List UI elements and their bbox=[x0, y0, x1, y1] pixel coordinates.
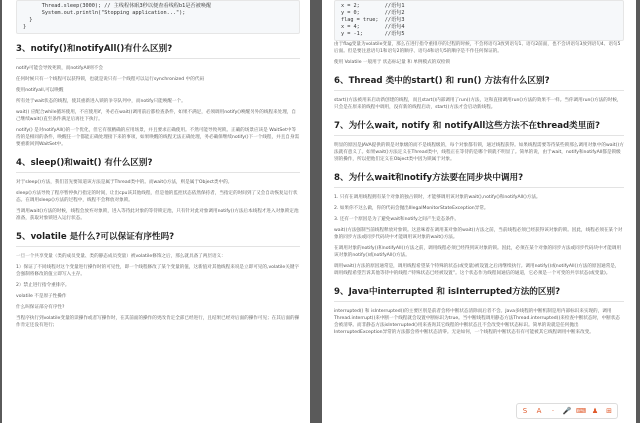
code-line: flag = true; //语句3 bbox=[341, 17, 405, 23]
section-heading: 9、Java中interrupted 和 isInterrupted方法的区别? bbox=[334, 287, 624, 302]
paragraph: 调用wait()方法的原因通常是，调用线程希望某个特殊的状态(或变量)被设置之后再继续执行。调用notify()或notifyAll()方法的原因通常是，调用线程希望告诉其他等待中的线程:“特殊状态已经被设置”。这个状态作为线程间通信的通道，它必须是一个可变的共享状态(或变量)。 bbox=[334, 264, 620, 276]
toolbar-button[interactable]: ⊞ bbox=[606, 407, 612, 415]
code-line: Thread.sleep(3000); // 主线程休眠3秒以便查看线程b1是否被唤醒 bbox=[23, 3, 212, 9]
section-heading: 5、volatile 是什么?可以保证有序性吗? bbox=[16, 232, 300, 247]
paragraph: wait()方法强制当前线程释放对象锁。这意味着在调用某对象的wait()方法之前，当前线程必须已经获得该对象的锁。因此，线程必须在某个对象的同步方法或同步代码块中才能调用该对象的wait()方法。 bbox=[334, 228, 623, 240]
left-page bbox=[2, 0, 310, 423]
code-line: System.out.println("Stopping application..."); bbox=[23, 10, 186, 16]
paragraph: 什么叫保证部分有序性? bbox=[16, 305, 65, 310]
paragraph: notify可能会导致死锁，而notifyAll则不会 bbox=[16, 66, 103, 71]
paragraph: 当程序执行到volatile变量的读操作或者写操作时，在其前面的操作的更改肯定全部已经进行，且结果已经对后面的操作可见；在其后面的操作肯定还没有进行; bbox=[16, 316, 300, 328]
paragraph: 1. 只有在调用线程拥有某个对象的独占锁时，才能够调用该对象的wait(),notify()和notifyAll()方法。 bbox=[334, 195, 541, 200]
section-heading: 8、为什么wait和notify方法要在同步块中调用? bbox=[334, 173, 624, 188]
section-heading: 7、为什么wait, notify 和 notifyAll这些方法不在thread类里面? bbox=[334, 121, 624, 136]
paragraph: 3. 还有一个原因是为了避免wait和notify之间产生竞态条件。 bbox=[334, 217, 460, 222]
paragraph: 1）保证了不同线程对这个变量进行操作时的可见性，即一个线程修改了某个变量的值，这新值对其他线程来说是立即可见的,volatile关键字会强制将修改的值立即写入主存。 bbox=[16, 265, 300, 277]
section-heading: 4、sleep()和wait() 有什么区别? bbox=[16, 158, 300, 173]
toolbar-button[interactable]: S bbox=[522, 407, 528, 415]
paragraph: 当调用wait()方法的时候，线程会放弃对象锁，进入等待此对象的等待锁定池，只有针对此对象调用notify()方法后本线程才进入对象锁定池准备，获取对象锁进入运行状态。 bbox=[16, 209, 299, 221]
code-line: x = 4; //语句4 bbox=[341, 24, 405, 30]
paragraph: 所有处于wait状态的线程，使其重新进入锁的争夺队列中，而notify只能唤醒一个。 bbox=[16, 99, 186, 104]
right-page bbox=[322, 0, 636, 423]
toolbar-button[interactable]: 🎤 bbox=[562, 407, 572, 415]
code-line: x = 2; //语句1 bbox=[341, 3, 405, 9]
toolbar-button[interactable]: A bbox=[536, 407, 542, 415]
toolbar-button[interactable]: ♟ bbox=[591, 407, 599, 415]
paragraph: start()方法被用来启动新创建的线程，而且start()内部调用了run()方法，这和直接调用run()方法的效果不一样。当你调用run()方法的时候，只会是在原来的线程中调用，没有新的线程启动，start()方法才会启动新线程。 bbox=[334, 98, 622, 110]
code-block bbox=[16, 0, 300, 34]
paragraph: 使用notifyall,可以唤醒 bbox=[16, 88, 64, 93]
paragraph: 2. 如果你不这么做，你的代码会抛出IllegalMonitorStateException异常。 bbox=[334, 206, 489, 211]
code-line: } bbox=[23, 24, 27, 30]
paragraph: wait() 应配合while循环使用，不应使用if，务必在wait()调用前后都检查条件，如果不满足，必须调用notify()唤醒另外的线程来处理，自己继续wait()直至条件满足后再往下执行。 bbox=[16, 110, 297, 122]
left-sections bbox=[16, 44, 300, 329]
code-line: y = -1; //语句5 bbox=[341, 31, 405, 37]
section-heading: 3、notify()和notifyAll()有什么区别? bbox=[16, 44, 300, 59]
paragraph: 对于sleep()方法，我们首先要知道该方法是属于Thread类中的。而wait()方法，则是属于Object类中的。 bbox=[16, 180, 233, 185]
paragraph: sleep()方法导致了程序暂停执行指定的时间，让出cpu该其他线程，但是他的监控状态依然保持者，当指定的时间到了又会自动恢复运行状态。在调用sleep()方法的过程中，线程不会释放对象锁。 bbox=[16, 191, 298, 203]
paragraph: interrupted() 和 isInterrupted()的主要区别是前者会将中断状态清除而后者不会。Java多线程的中断机制是用内部标识来实现的，调用Thread.interrupt()来中断一个线程就会设置中断标识为true。当中断线程调用静态方法Thread.interrupted()来检查中断状态时，中断状态会被清零。而非静态方法isInterrupted()用来查询其它线程的中断状态且不会改变中断状态标识。简单的说就是任何抛出InterruptedException异常的方法都会将中断状态清零。无论如何，一个线程的中断状态有有可能被其它线程调用中断来改变。 bbox=[334, 309, 621, 335]
right-intro bbox=[334, 41, 624, 66]
paragraph: 在调用对象的notify()和notifyAll()方法之前，调用线程必须已经得到该对象的锁。因此，必须在某个对象的同步方法或同步代码块中才能调用该对象的notify()或notifyAll()方法。 bbox=[334, 246, 622, 258]
paragraph: 一旦一个共享变量（类的成员变量、类的静态成员变量）被volatile修饰之后，那么就具备了两层语义： bbox=[16, 254, 226, 259]
paragraph: notify() 是对notifyAll()的一个优化，但它有很精确的应用场景，并且要求正确使用。不然可能导致死锁。正确的场景应该是 WaitSet中等待的是相同的条件，唤醒任一个都能正确处理接下来的事项，如果唤醒的线程无法正确处理，务必确保继续notify()下一个线程，并且自身需要重新回到WaitSet中。 bbox=[16, 128, 300, 147]
paragraph: 使用 Volatile 一般用于 状态标记量 和 单例模式的双检锁 bbox=[334, 60, 451, 65]
code-line: } bbox=[23, 17, 33, 23]
section-heading: 6、Thread 类中的start() 和 run() 方法有什么区别? bbox=[334, 76, 624, 91]
right-sections bbox=[334, 76, 624, 336]
paragraph: 任何时候只有一个线程可以获得锁，也就是说只有一个线程可以运行synchronized 中的代码 bbox=[16, 77, 205, 82]
paragraph: 2）禁止进行指令重排序。 bbox=[16, 283, 70, 288]
code-line: y = 0; //语句2 bbox=[341, 10, 405, 16]
toolbar-button[interactable]: · bbox=[551, 407, 555, 415]
paragraph: volatile 不是原子性操作 bbox=[16, 294, 67, 299]
paragraph: 由于flag变量为volatile变量，那么在进行指令重排序的过程的时候，不会将语句3放到语句1、语句2前面，也不会讲语句3放到语句4、语句5后面。但是要注意语句1和语句2的顺序、语句4和语句5的顺序是不作任何保证的。 bbox=[334, 42, 621, 54]
toolbar-button[interactable]: ⌨ bbox=[575, 407, 587, 415]
floating-toolbar bbox=[516, 403, 618, 419]
code-block bbox=[334, 0, 624, 41]
paragraph: 明显的原因是JAVA提供的锁是对象级的而不是线程级的，每个对象都有锁，通过线程获得。如果线程需要等待某些锁那么调用对象中的wait()方法就有意义了。如果wait()方法定义在Thread类中，线程正在等待的是哪个锁就不明显了。简单的说，由于wait，notify和notifyAll都是锁级别的操作，所以把他们定义在Object类中因为锁属于对象。 bbox=[334, 143, 624, 162]
